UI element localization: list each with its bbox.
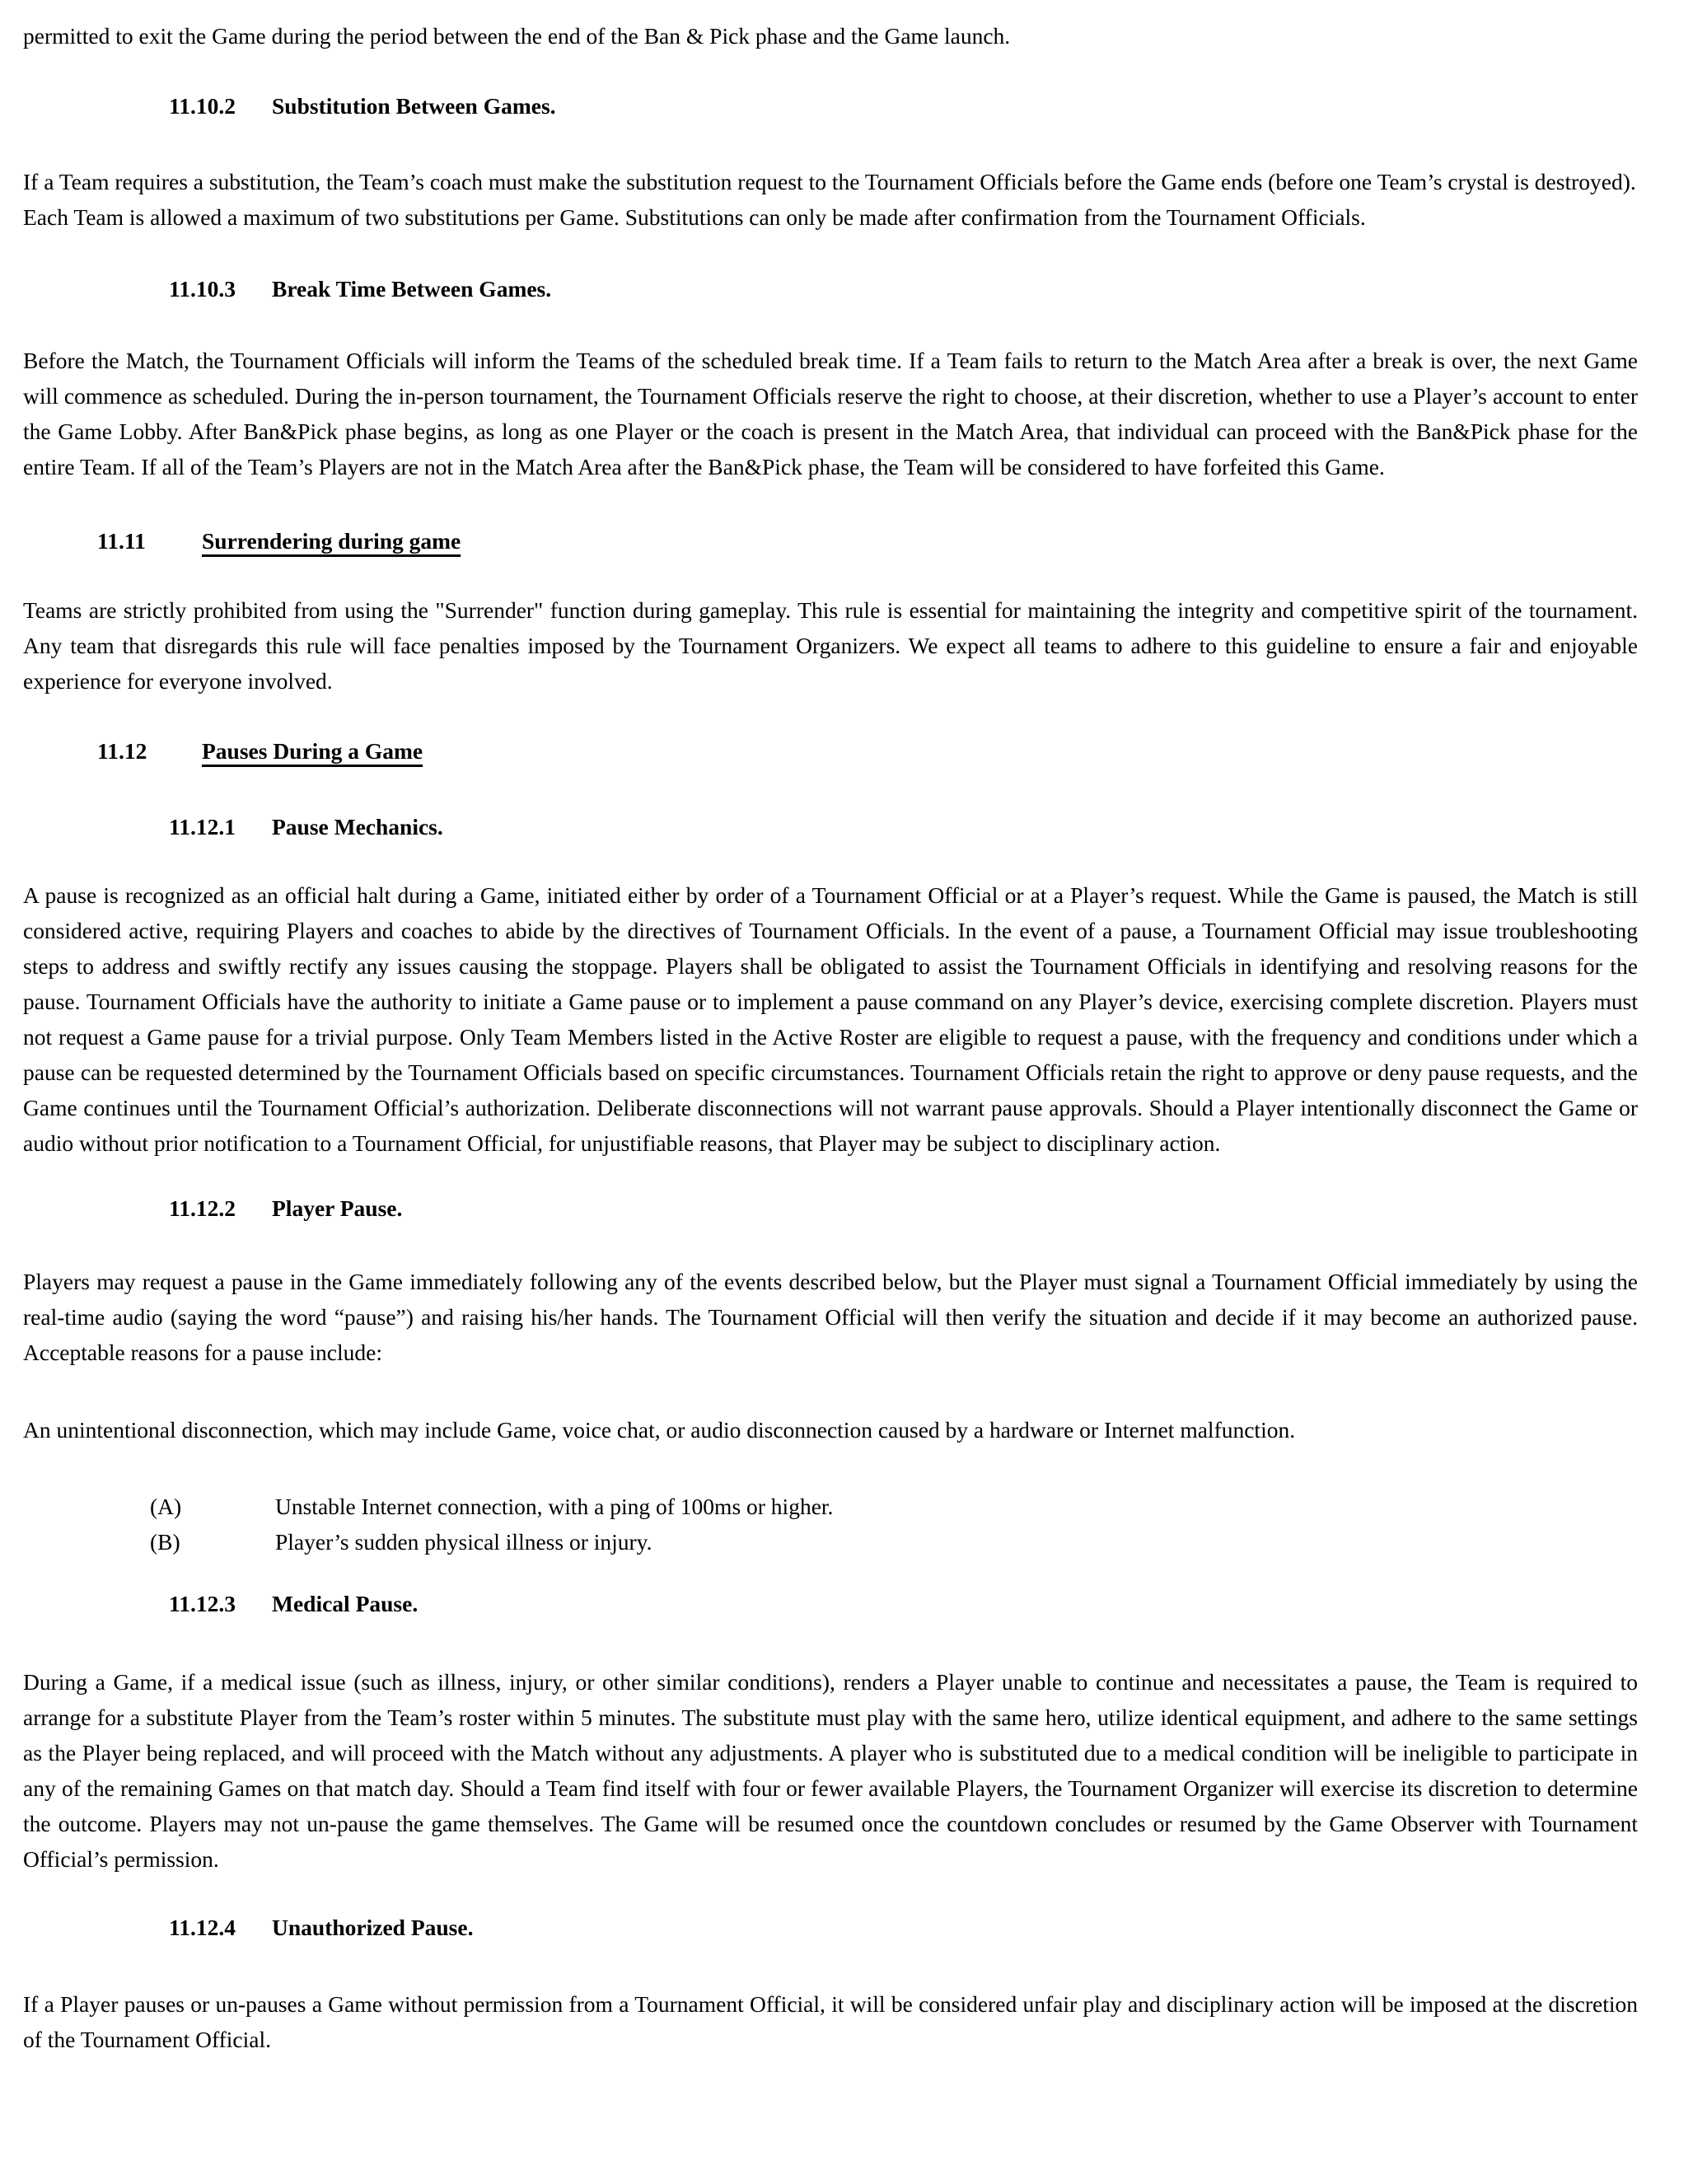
heading-title: Pause Mechanics. bbox=[272, 814, 443, 839]
heading-number: 11.10.3 bbox=[169, 276, 236, 302]
heading-title: Player Pause. bbox=[272, 1195, 403, 1221]
heading-break-time-between-games bbox=[169, 271, 1638, 306]
paragraph-break-time: Before the Match, the Tournament Officials will inform the Teams of the scheduled break time. If a Team fails to return to the Match Area after a break is over, the next Game will commence as scheduled. During the in-person tournament, the Tournament Officials reserve the right to choose, at their discretion, whether to use a Player’s account to enter the Game Lobby. After Ban&Pick phase begins, as long as one Player or the coach is present in the Match Area, that individual can proceed with the Ban&Pick phase for the entire Team. If all of the Team’s Players are not in the Match Area after the Ban&Pick phase, the Team will be considered to have forfeited this Game. bbox=[23, 348, 1638, 479]
paragraph-pause-mechanics: A pause is recognized as an official halt during a Game, initiated either by order of a Tournament Official or at a Player’s request. While the Game is paused, the Match is still considered active, requiring Players and coaches to abide by the directives of Tournament Officials. In the event of a pause, a Tournament Official may issue troubleshooting steps to address and swiftly rectify any issues causing the stoppage. Players shall be obligated to assist the Tournament Officials in identifying and resolving reasons for the pause. Tournament Officials have the authority to initiate a Game pause or to implement a pause command on any Player’s device, exercising complete discretion. Players must not request a Game pause for a trivial purpose. Only Team Members listed in the Active Roster are eligible to request a pause, with the frequency and conditions under which a pause can be requested determined by the Tournament Officials based on specific circumstances. Tournament Officials retain the right to approve or deny pause requests, and the Game continues until the Tournament Official’s authorization. Deliberate disconnections will not warrant pause approvals. Should a Player intentionally disconnect the Game or audio without prior notification to a Tournament Official, for unjustifiable reasons, that Player may be subject to disciplinary action. bbox=[23, 882, 1638, 1156]
paragraph-substitution: If a Team requires a substitution, the Team’s coach must make the substitution request to the Tournament Officials before the Game ends (before one Team’s crystal is destroyed). Each Team is allowed a maximum of two substitutions per Game. Substitutions can only be made after confirmation from the Tournament Officials. bbox=[23, 169, 1636, 230]
heading-number: 11.11 bbox=[97, 528, 146, 554]
heading-title: Pauses During a Game bbox=[202, 738, 423, 764]
list-item-text: Player’s sudden physical illness or injury. bbox=[275, 1529, 652, 1555]
heading-number: 11.12.4 bbox=[169, 1915, 236, 1940]
heading-pause-mechanics bbox=[169, 809, 1638, 844]
heading-surrendering-during-game bbox=[97, 523, 1638, 559]
heading-number: 11.12 bbox=[97, 738, 147, 764]
heading-pauses-during-a-game bbox=[97, 733, 1638, 769]
heading-title: Break Time Between Games. bbox=[272, 276, 552, 302]
heading-medical-pause bbox=[169, 1586, 1638, 1621]
heading-number: 11.10.2 bbox=[169, 93, 236, 119]
list-item-label: (B) bbox=[150, 1529, 180, 1555]
list-item bbox=[150, 1524, 1638, 1560]
list-item-label: (A) bbox=[150, 1494, 182, 1519]
heading-unauthorized-pause bbox=[169, 1910, 1638, 1945]
heading-substitution-between-games bbox=[169, 88, 1638, 124]
paragraph-surrender: Teams are strictly prohibited from using the "Surrender" function during gameplay. This rule is essential for maintaining the integrity and competitive spirit of the tournament. Any team that disregards this rule will face penalties imposed by the Tournament Organizers. We expect all teams to adhere to this guideline to ensure a fair and enjoyable experience for everyone involved. bbox=[23, 597, 1638, 694]
heading-title: Unauthorized Pause. bbox=[272, 1915, 474, 1940]
list-item bbox=[150, 1489, 1638, 1524]
pause-reason-list bbox=[23, 1489, 1638, 1560]
heading-player-pause bbox=[169, 1190, 1638, 1226]
heading-number: 11.12.2 bbox=[169, 1195, 236, 1221]
heading-title: Substitution Between Games. bbox=[272, 93, 556, 119]
heading-title: Medical Pause. bbox=[272, 1591, 419, 1616]
heading-number: 11.12.3 bbox=[169, 1591, 236, 1616]
paragraph-unauthorized-pause: If a Player pauses or un-pauses a Game without permission from a Tournament Official, it will be considered unfair play and disciplinary action will be imposed at the discretion of the Tournament Official. bbox=[23, 1991, 1638, 2052]
paragraph-player-pause: Players may request a pause in the Game immediately following any of the events described below, but the Player must signal a Tournament Official immediately by using the real-time audio (saying the word “pause”) and raising his/her hands. The Tournament Official will then verify the situation and decide if it may become an authorized pause. Acceptable reasons for a pause include: bbox=[23, 1269, 1638, 1365]
heading-title: Surrendering during game bbox=[202, 528, 461, 554]
paragraph-continuation: permitted to exit the Game during the period between the end of the Ban & Pick phase and the Game launch. bbox=[23, 23, 1011, 49]
list-item-text: Unstable Internet connection, with a ping of 100ms or higher. bbox=[275, 1494, 834, 1519]
paragraph-disconnection: An unintentional disconnection, which may include Game, voice chat, or audio disconnection caused by a hardware or Internet malfunction. bbox=[23, 1417, 1296, 1443]
heading-number: 11.12.1 bbox=[169, 814, 236, 839]
paragraph-medical-pause: During a Game, if a medical issue (such as illness, injury, or other similar conditions), renders a Player unable to continue and necessitates a pause, the Team is required to arrange for a substitute Player from the Team’s roster within 5 minutes. The substitute must play with the same hero, utilize identical equipment, and adhere to the same settings as the Player being replaced, and will proceed with the Match without any adjustments. A player who is substituted due to a medical condition will be ineligible to participate in any of the remaining Games on that match day. Should a Team find itself with four or fewer available Players, the Tournament Organizer will exercise its discretion to determine the outcome. Players may not un-pause the game themselves. The Game will be resumed once the countdown concludes or resumed by the Game Observer with Tournament Official’s permission. bbox=[23, 1669, 1638, 1872]
